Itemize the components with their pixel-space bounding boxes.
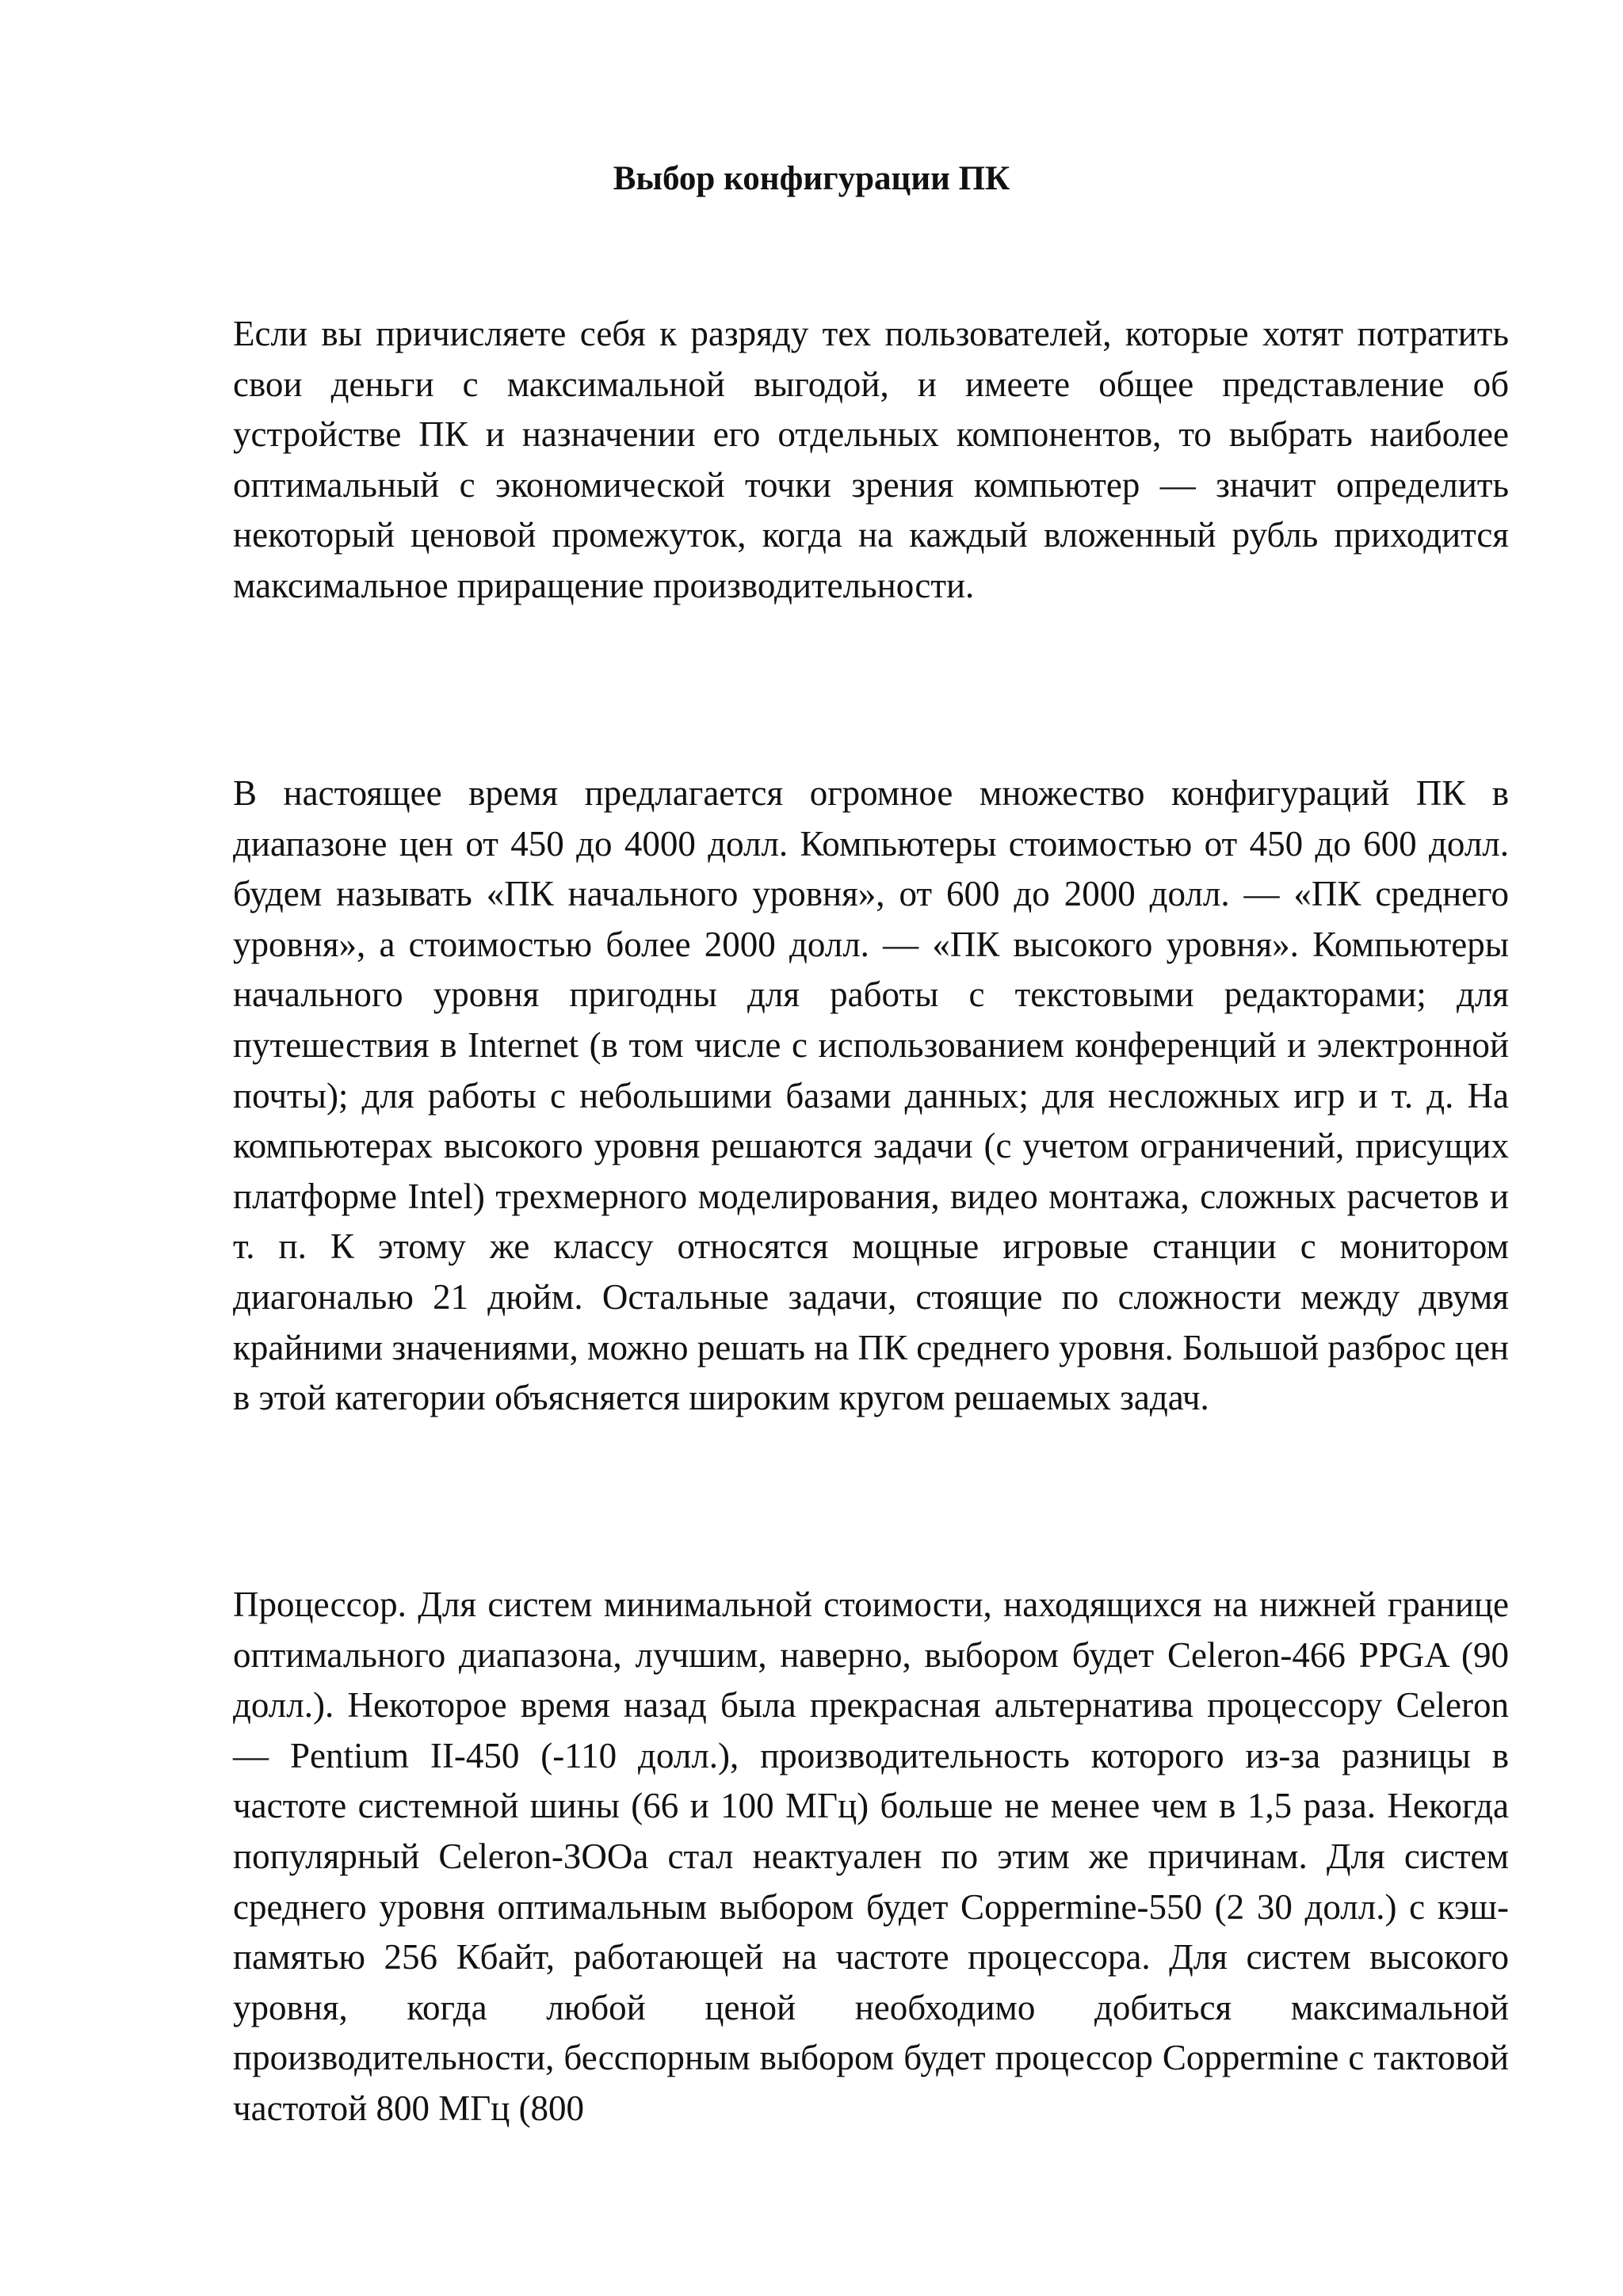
paragraph-processor: Процессор. Для систем минимальной стоимости, находящихся на нижней границе оптимального диапазона, лучшим, наверно, выбором будет Celeron-466 PPGA (90 долл.). Некоторое время назад была прекрасная альтернатива процессору Celeron — Pentium II-450 (-110 долл.), производительность которого из-за разницы в частоте системной шины (66 и 100 МГц) больше не менее чем в 1,5 раза. Некогда популярный Celeron-ЗООа стал неактуален по этим же причинам. Для систем среднего уровня оптимальным выбором будет Coppermine-550 (2 30 долл.) с кэш-памятью 256 Кбайт, работающей на частоте процессора. Для систем высокого уровня, когда любой ценой необходимо добиться максимальной производительности, бесспорным выбором будет процессор Coppermine с тактовой частотой 800 МГц (800 bbox=[233, 1585, 1509, 2128]
paragraph-configurations: В настоящее время предлагается огромное множество конфигураций ПК в диапазоне цен от 450 до 4000 долл. Компьютеры стоимостью от 450 до 600 долл. будем называть «ПК начального уровня», от 600 до 2000 долл. — «ПК среднего уровня», а стоимостью более 2000 долл. — «ПК высокого уровня». Компьютеры начального уровня пригодны для работы с текстовыми редакторами; для путешествия в Internet (в том числе с использованием конференций и электронной почты); для работы с небольшими базами данных; для несложных игр и т. д. На компьютерах высокого уровня решаются задачи (с учетом ограничений, присущих платформе Intel) трехмерного моделирования, видео монтажа, сложных расчетов и т. п. К этому же классу относятся мощные игровые станции с монитором диагональю 21 дюйм. Остальные задачи, стоящие по сложности между двумя крайними значениями, можно решать на ПК среднего уровня. Большой разброс цен в этой категории объясняется широким кругом решаемых задач. bbox=[233, 773, 1509, 1418]
document-title: Выбор конфигурации ПК bbox=[613, 160, 1010, 197]
paragraph-intro: Если вы причисляете себя к разряду тех пользователей, которые хотят потратить свои деньги с максимальной выгодой, и имеете общее представление об устройстве ПК и назначении его отдельных компонентов, то выбрать наиболее оптимальный с экономической точки зрения компьютер — значит определить некоторый ценовой промежуток, когда на каждый вложенный рубль приходится максимальное приращение производительности. bbox=[233, 314, 1509, 605]
